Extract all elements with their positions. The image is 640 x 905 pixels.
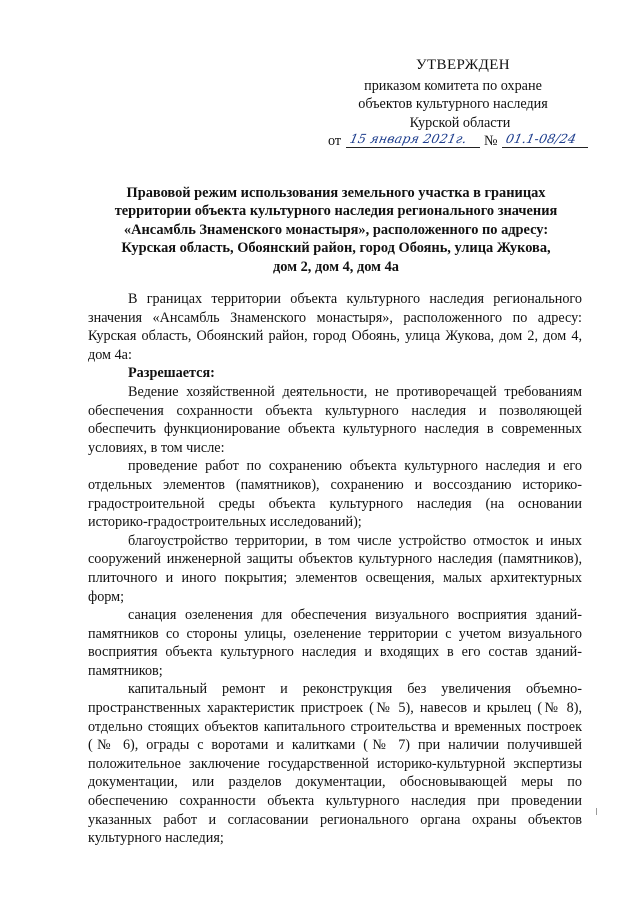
allowed-heading: Разрешается:: [128, 365, 215, 382]
paragraph-greenery-sanitation: санация озеленения для обеспечения визуального восприятия зданий-памятников со стороны улицы, озеленение территории с учетом визуального восприятия объекта культурного наследия и входящих в его состав зданий-памятников;: [88, 607, 582, 679]
approval-line-3: Курской области: [409, 114, 511, 131]
paragraph-landscaping: благоустройство территории, в том числе устройство отмосток и иных сооружений инженерной защиты объектов культурного наследия (памятников), плиточного и иного покрытия; элементов освещения, малых архитектурных форм;: [88, 532, 582, 605]
title-line-1: Правовой режим использования земельного участка в границах: [126, 185, 546, 201]
approval-line-2: объектов культурного наследия: [358, 96, 548, 113]
document-body: [88, 290, 582, 848]
title-line-3: «Ансамбль Знаменского монастыря», расположенного по адресу:: [123, 221, 549, 238]
paragraph-preservation-works: проведение работ по сохранению объекта культурного наследия и его отдельных элементов (памятников), сохранению и воссозданию историко-градостроительной среды объекта культурного наследия (на основании историко-градостроительных исследований);: [88, 458, 582, 531]
title-line-5: дом 2, дом 4, дом 4а: [273, 258, 399, 275]
order-from-label: от: [328, 133, 342, 149]
intro-paragraph: В границах территории объекта культурного наследия регионального значения «Ансамбль Знаменского монастыря», расположенного по адресу: Курская область, Обоянский район, город Обоянь, улица Жукова, дом 2, дом 4, дом 4а:: [88, 291, 582, 363]
approved-stamp-heading: УТВЕРЖДЕН: [415, 57, 511, 73]
paragraph-economic-activity: Ведение хозяйственной деятельности, не противоречащей требованиям обеспечения сохранности объекта культурного наследия и позволяющей обеспечить функционирование объекта культурного наследия в современных условиях, в том числе:: [88, 383, 582, 456]
paragraph-capital-repair: капитальный ремонт и реконструкция без увеличения объемно-пространственных характеристик пристроек (№ 5), навесов и крылец (№ 8), отдельно стоящих объектов капитального строительства и временных построек (№ 6), ограды с воротами и калитками (№ 7) при наличии получившей положительное заключение государственной историко-культурной экспертизы документации, или разделов документации, обосновывающей меры по обеспечению сохранности объекта культурного наследия при проведении указанных работ и согласовании регионального органа охраны объектов культурного наследия;: [88, 681, 582, 847]
order-number-label: №: [484, 133, 498, 149]
handwritten-number: 01.1-08/24: [504, 131, 578, 146]
handwritten-date: 15 января 2021г.: [348, 131, 469, 146]
title-line-2: территории объекта культурного наследия регионального значения: [114, 203, 558, 220]
title-line-4: Курская область, Обоянский район, город Обоянь, улица Жукова,: [121, 240, 551, 257]
approval-block: [318, 56, 588, 132]
scan-speck: [596, 808, 597, 815]
approval-line-1: приказом комитета по охране: [364, 77, 542, 94]
document-title: [88, 184, 584, 276]
order-date-number-line: [328, 131, 588, 153]
